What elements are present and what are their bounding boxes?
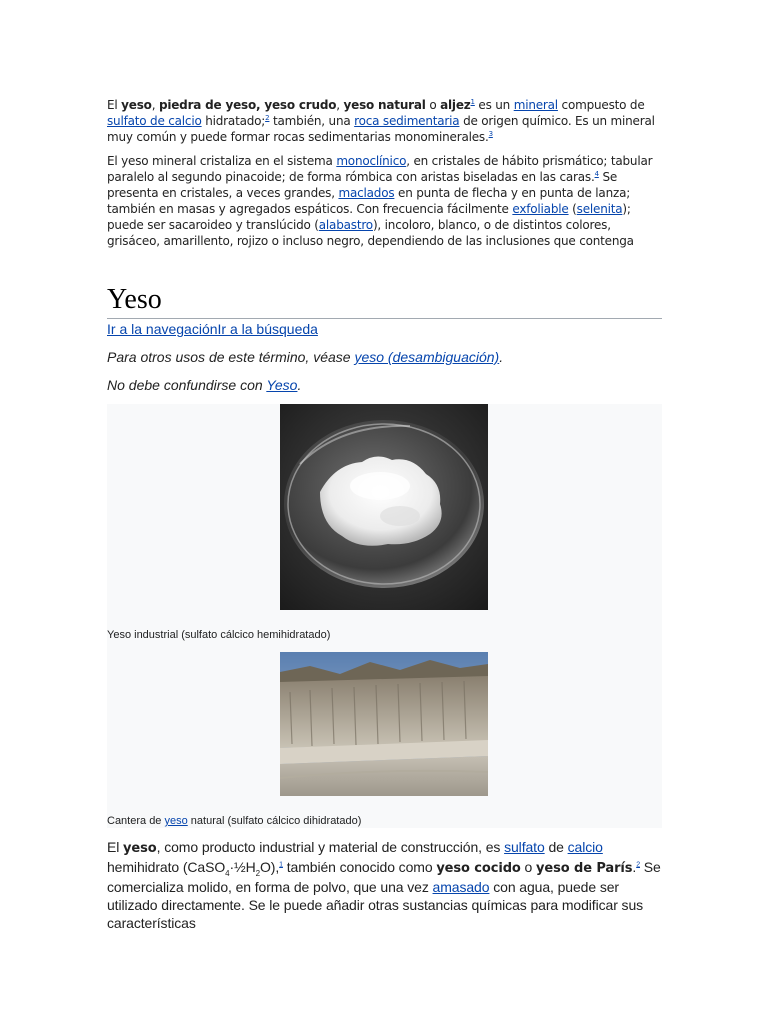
text: .: [297, 377, 302, 393]
image-gallery: [107, 404, 662, 828]
link-sulfato[interactable]: sulfato: [504, 839, 545, 855]
text: Para otros usos de este término, véase: [107, 349, 355, 365]
body-paragraph: [107, 838, 667, 932]
text: El: [107, 98, 122, 112]
link-alabastro[interactable]: alabastro: [318, 218, 373, 232]
photo-gypsum-quarry[interactable]: [280, 652, 488, 796]
caption-gypsum-quarry: [107, 814, 361, 828]
reference-link[interactable]: 2: [265, 114, 270, 122]
text: Cantera de: [107, 815, 165, 827]
link-yeso-other[interactable]: Yeso: [266, 377, 298, 393]
text: también, una: [269, 114, 355, 128]
text: El: [107, 839, 124, 855]
text: ·½H: [229, 859, 256, 875]
text: hemihidrato (CaSO: [107, 859, 226, 875]
term-piedra-de-yeso: piedra de yeso, yeso crudo: [158, 98, 337, 112]
link-sulfato-de-calcio[interactable]: sulfato de calcio: [107, 114, 202, 128]
reference-link[interactable]: 4: [594, 170, 599, 178]
text: .: [632, 859, 637, 875]
link-mineral[interactable]: mineral: [513, 98, 558, 112]
intro-paragraph-2: [107, 153, 662, 249]
text: de origen químico. Es un mineral muy común y puede formar rocas sedimentarias monominerales.: [107, 114, 655, 144]
page-title: Yeso: [107, 284, 662, 319]
link-yeso-caption[interactable]: yeso: [164, 815, 188, 827]
photo-industrial-gypsum[interactable]: [280, 404, 488, 610]
link-exfoliable[interactable]: exfoliable: [512, 202, 569, 216]
reference-link[interactable]: 1: [470, 98, 475, 106]
text: ,: [336, 98, 344, 112]
text: .: [499, 349, 504, 365]
text: o: [520, 859, 537, 875]
subscript: 2: [255, 868, 261, 878]
link-yeso-desambiguacion[interactable]: yeso (desambiguación): [354, 349, 500, 365]
text: No debe confundirse con: [107, 377, 267, 393]
text: , como producto industrial y material de construcción, es: [156, 839, 505, 855]
text: compuesto de: [557, 98, 645, 112]
text: ), incoloro, blanco, o de distintos colores, grisáceo, amarillento, rojizo o incluso negro, dependiendo de las inclusiones que contenga: [107, 218, 634, 248]
text: también conocido como: [282, 859, 437, 875]
link-amasado[interactable]: amasado: [432, 879, 490, 895]
term-aljez: aljez: [440, 98, 471, 112]
text: Se presenta en cristales, a veces grandes,: [107, 170, 618, 200]
text: natural (sulfato cálcico dihidratado): [187, 815, 362, 827]
text: es un: [474, 98, 514, 112]
text: , en cristales de hábito prismático; tabular paralelo al segundo pinacoide; de forma rómbica con aristas biseladas en las caras.: [107, 154, 653, 184]
text: Se comercializa molido, en forma de polvo, que una vez: [107, 859, 661, 895]
text: O),: [260, 859, 280, 875]
intro-section: [107, 97, 662, 257]
link-monoclinico[interactable]: monoclínico: [336, 154, 407, 168]
intro-paragraph-1: [107, 97, 662, 145]
reference-link[interactable]: 1: [279, 861, 283, 869]
term-yeso: yeso: [121, 98, 152, 112]
link-goto-navigation[interactable]: Ir a la navegación: [107, 321, 218, 337]
subscript: 4: [225, 868, 230, 878]
gypsum-powder-image: [280, 404, 488, 610]
jump-links: [107, 320, 318, 338]
text: o: [425, 98, 441, 112]
term-yeso-natural: yeso natural: [343, 98, 426, 112]
text: hidratado;: [201, 114, 266, 128]
link-calcio[interactable]: calcio: [567, 839, 603, 855]
text: en punta de flecha y en punta de lanza; también en masas y agregados espáticos. Con frecuencia fácilmente: [107, 186, 631, 216]
link-goto-search[interactable]: Ir a la búsqueda: [217, 321, 318, 337]
term-yeso-cocido: yeso cocido: [436, 861, 521, 876]
caption-industrial-gypsum: Yeso industrial (sulfato cálcico hemihidratado): [107, 629, 331, 641]
gypsum-quarry-image: [280, 652, 488, 796]
hatnote-disambiguation: [107, 348, 503, 366]
link-maclados[interactable]: maclados: [338, 186, 395, 200]
text: ); puede ser sacaroideo y translúcido (: [107, 202, 631, 232]
text: El yeso mineral cristaliza en el sistema: [107, 154, 337, 168]
term-yeso: yeso: [123, 841, 157, 856]
text: ,: [151, 98, 159, 112]
text: con agua, puede ser utilizado directamente. Se le puede añadir otras sustancias químicas para modificar sus características: [107, 879, 644, 931]
reference-link[interactable]: 3: [488, 130, 493, 138]
reference-link[interactable]: 2: [636, 861, 640, 869]
text: de: [544, 839, 568, 855]
term-yeso-de-paris: yeso de París: [536, 861, 633, 876]
text: (: [568, 202, 577, 216]
link-roca-sedimentaria[interactable]: roca sedimentaria: [354, 114, 460, 128]
link-selenita[interactable]: selenita: [576, 202, 623, 216]
hatnote-confusion: [107, 376, 301, 394]
